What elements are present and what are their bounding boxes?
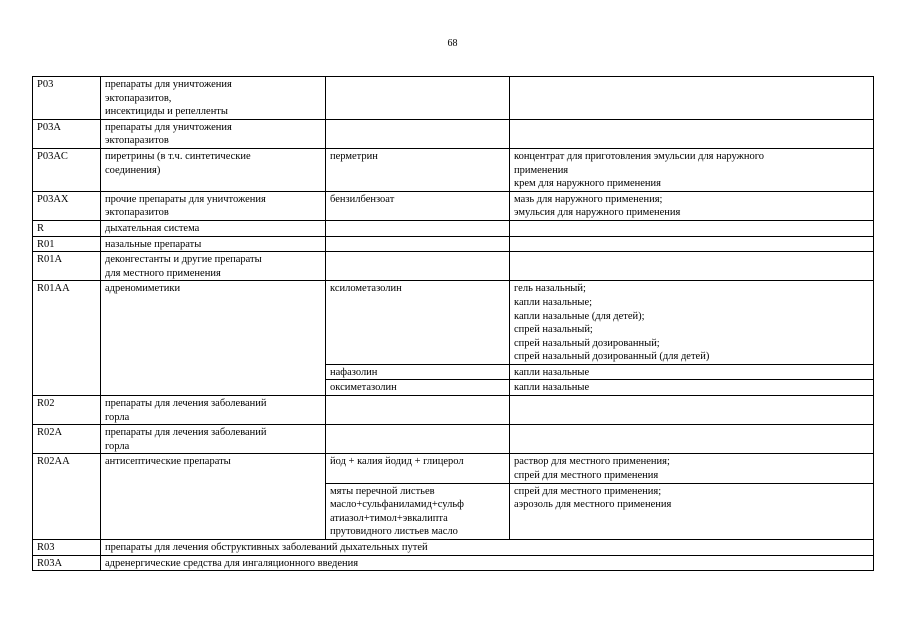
pharmacological-group-cell-line: препараты для уничтожения — [105, 79, 232, 90]
dosage-form-cell — [510, 191, 874, 220]
active-substance-cell — [326, 364, 510, 380]
atc-code-cell: R02AA — [33, 454, 101, 540]
pharmacological-group-cell — [101, 396, 326, 425]
atc-code-cell: P03 — [33, 77, 101, 120]
pharmacological-group-cell-line: антисептические препараты — [105, 456, 231, 468]
table-row — [33, 396, 874, 425]
table-row — [33, 555, 874, 571]
pharmacological-group-cell: препараты для лечения обструктивных заболеваний дыхательных путей — [101, 540, 874, 556]
dosage-form-cell-line: капли назальные — [514, 366, 590, 378]
pharmacological-group-cell-line: соединения) — [105, 164, 161, 176]
pharmacological-group-cell: адренергические средства для ингаляционного введения — [101, 555, 874, 571]
active-substance-cell-line: прутовидного листьев масло — [330, 526, 458, 538]
atc-code-cell: R01 — [33, 236, 101, 252]
active-substance-cell-line: мяты перечной листьев — [330, 485, 435, 497]
dosage-form-cell-line: капли назальные (для детей); — [514, 310, 645, 322]
pharmacological-group-cell — [101, 252, 326, 281]
dosage-form-cell-line: спрей назальный дозированный (для детей) — [514, 351, 710, 363]
pharmacological-group-cell-line: прочие препараты для уничтожения — [105, 193, 266, 205]
pharmacological-group-cell-line: эктопаразитов — [105, 135, 169, 147]
pharmacological-group-cell — [101, 454, 326, 540]
atc-code-cell: P03A — [33, 119, 101, 148]
active-substance-cell-line: нафазолин — [330, 366, 378, 378]
table-row — [33, 425, 874, 454]
dosage-form-cell — [510, 119, 874, 148]
dosage-form-cell-line: капли назальные — [514, 382, 590, 394]
table-row — [33, 220, 874, 236]
pharmacological-group-cell-line: инсектициды и репелленты — [105, 106, 228, 118]
dosage-form-cell — [510, 236, 874, 252]
active-substance-cell-line: оксиметазолин — [330, 382, 397, 394]
dosage-form-cell — [510, 396, 874, 425]
dosage-form-cell — [510, 77, 874, 120]
pharmacological-group-cell — [101, 236, 326, 252]
active-substance-cell-line: перметрин — [330, 150, 378, 162]
pharmacological-group-cell-line: дыхательная система — [105, 222, 200, 234]
pharmacological-group-cell-line: горла — [105, 440, 130, 452]
dosage-form-cell-line: спрей для местного применения; — [514, 485, 662, 497]
pharmacological-group-cell-line: эктопаразитов, — [105, 92, 172, 104]
dosage-form-cell — [510, 454, 874, 483]
active-substance-cell-line: атиазол+тимол+эвкалипта — [330, 512, 448, 524]
pharmacological-group-cell-line: препараты для лечения заболеваний — [105, 398, 267, 410]
atc-code-cell: P03AX — [33, 191, 101, 220]
active-substance-cell — [326, 281, 510, 365]
dosage-form-cell-line: раствор для местного применения; — [514, 456, 670, 468]
dosage-form-cell — [510, 364, 874, 380]
dosage-form-cell — [510, 483, 874, 539]
pharmacological-group-cell-line: пиретрины (в т.ч. синтетические — [105, 150, 251, 162]
active-substance-cell — [326, 119, 510, 148]
active-substance-cell — [326, 191, 510, 220]
pharmacological-group-cell — [101, 77, 326, 120]
atc-code-cell: R — [33, 220, 101, 236]
pharmacological-group-cell-line: препараты для уничтожения — [105, 121, 232, 133]
active-substance-cell — [326, 425, 510, 454]
dosage-form-cell — [510, 425, 874, 454]
dosage-form-cell-line: применения — [514, 164, 569, 176]
atc-code-cell: R02 — [33, 396, 101, 425]
active-substance-cell — [326, 396, 510, 425]
pharmacological-group-cell — [101, 191, 326, 220]
table-row — [33, 191, 874, 220]
pharmacological-group-cell-line: назальные препараты — [105, 238, 202, 250]
table-row — [33, 281, 874, 365]
table-row — [33, 77, 874, 120]
active-substance-cell — [326, 380, 510, 396]
active-substance-cell-line: йод + калия йодид + глицерол — [330, 456, 464, 468]
active-substance-cell — [326, 252, 510, 281]
pharmacological-group-cell — [101, 425, 326, 454]
pharmacological-group-cell-line: для местного применения — [105, 267, 221, 279]
active-substance-cell — [326, 77, 510, 120]
table-row — [33, 540, 874, 556]
pharmacological-group-cell-line: эктопаразитов — [105, 207, 169, 219]
atc-code-cell: R02A — [33, 425, 101, 454]
active-substance-cell-line: масло+сульфаниламид+сульф — [330, 499, 464, 511]
table-row — [33, 252, 874, 281]
atc-code-cell: R01AA — [33, 281, 101, 396]
active-substance-cell-line: бензилбензоат — [330, 193, 395, 205]
active-substance-cell — [326, 236, 510, 252]
atc-code-cell: P03AC — [33, 148, 101, 191]
dosage-form-cell — [510, 220, 874, 236]
dosage-form-cell-line: концентрат для приготовления эмульсии для наружного — [514, 150, 765, 162]
dosage-form-cell-line: крем для наружного применения — [514, 178, 662, 190]
pharmacological-group-cell — [101, 220, 326, 236]
table-row — [33, 119, 874, 148]
drug-classification-table — [32, 76, 874, 571]
dosage-form-cell — [510, 252, 874, 281]
dosage-form-cell-line: мазь для наружного применения; — [514, 193, 663, 205]
atc-code-cell: R01A — [33, 252, 101, 281]
dosage-form-cell-line: капли назальные; — [514, 296, 593, 308]
pharmacological-group-cell-line: препараты для лечения заболеваний — [105, 427, 267, 439]
active-substance-cell — [326, 483, 510, 539]
dosage-form-cell-line: аэрозоль для местного применения — [514, 499, 672, 511]
dosage-form-cell — [510, 281, 874, 365]
pharmacological-group-cell — [101, 119, 326, 148]
table-row — [33, 236, 874, 252]
table-row — [33, 454, 874, 483]
dosage-form-cell — [510, 148, 874, 191]
atc-code-cell: R03 — [33, 540, 101, 556]
pharmacological-group-cell — [101, 148, 326, 191]
pharmacological-group-cell-line: горла — [105, 411, 130, 423]
dosage-form-cell-line: спрей назальный; — [514, 324, 593, 336]
pharmacological-group-cell-line: адреномиметики — [105, 283, 181, 295]
dosage-form-cell-line: эмульсия для наружного применения — [514, 207, 681, 219]
dosage-form-cell — [510, 380, 874, 396]
pharmacological-group-cell-line: деконгестанты и другие препараты — [105, 254, 262, 266]
pharmacological-group-cell — [101, 281, 326, 396]
dosage-form-cell-line: спрей для местного применения — [514, 470, 659, 482]
dosage-form-cell-line: спрей назальный дозированный; — [514, 337, 660, 349]
page-number: 68 — [447, 38, 458, 49]
active-substance-cell-line: ксилометазолин — [330, 283, 402, 295]
active-substance-cell — [326, 148, 510, 191]
atc-code-cell: R03A — [33, 555, 101, 571]
table-row — [33, 148, 874, 191]
active-substance-cell — [326, 220, 510, 236]
active-substance-cell — [326, 454, 510, 483]
dosage-form-cell-line: гель назальный; — [514, 283, 586, 295]
